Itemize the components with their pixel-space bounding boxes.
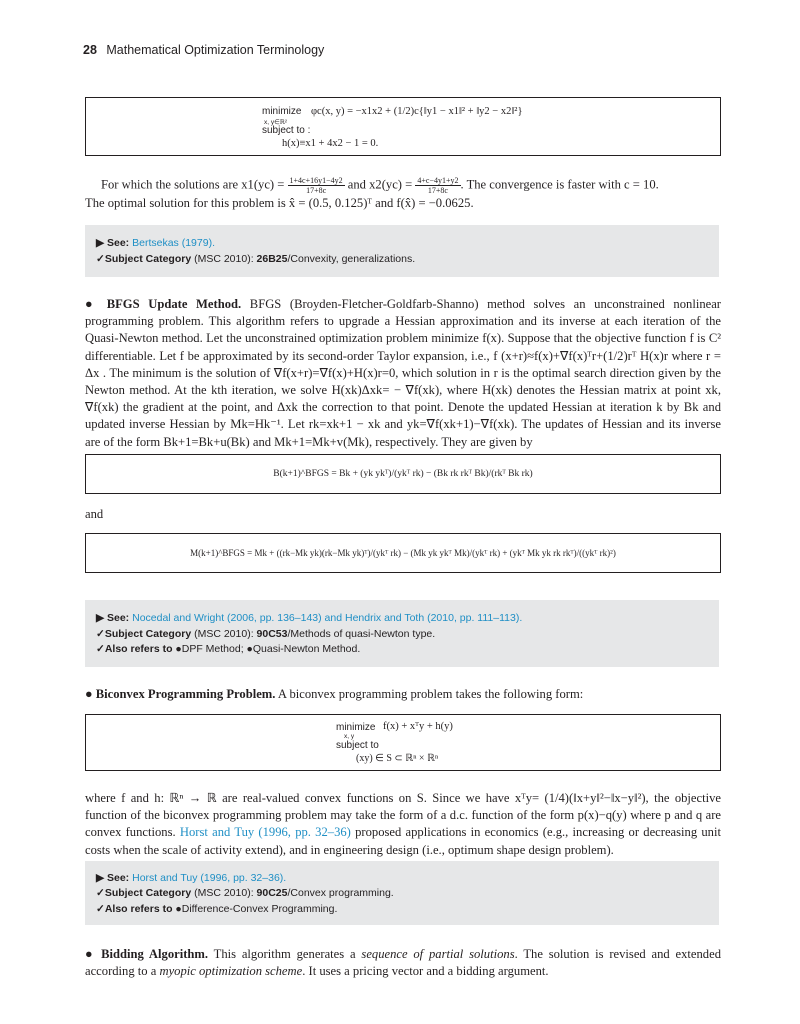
see-also-box-1: ▶ See: Bertsekas (1979). ✓Subject Category (MSC 2010): 26B25/Convexity, generalizations. [85, 225, 719, 277]
reference-link[interactable]: Nocedal and Wright (2006, pp. 136–143) and Hendrix and Toth (2010, pp. 111–113). [132, 612, 523, 624]
minimize-subscript: x, y∈ℝ² [264, 119, 288, 126]
running-header [83, 43, 324, 57]
page-number: 28 [83, 43, 97, 57]
fraction-x1: $\frac{1+4c+16y1-4y2}{17+8c}$ [289, 176, 343, 195]
also-refers-items[interactable]: ●DPF Method; ●Quasi-Newton Method. [175, 643, 361, 655]
also-refers-items[interactable]: ●Difference-Convex Programming. [175, 903, 338, 915]
minimize-label: minimize [262, 106, 302, 117]
objective-expression: φc(x, y) = −x1x2 + (1/2)c{‖y1 − x1‖² + ‖y2 − x2‖²} [311, 106, 523, 117]
solution-paragraph: For which the solutions are x1(yc) = $\frac{1+4c+16y1-4y2}{17+8c}$ and x2(yc) = $\frac{4+c-4y1+y2}{17+8c}$ . The convergence is faster with c = 10. The optimal solution for this problem is x̂ = (0.5, 0.125)ᵀ and f(x̂) = −0.0625. [85, 176, 659, 210]
bfgs-entry: ● BFGS Update Method. BFGS (Broyden-Fletcher-Goldfarb-Shanno) method solves an unconstrained nonlinear programming problem. This algorithm refers to upgrade a Hessian approximation and its inverse at each iteration of the Quasi-Newton method. Let the unconstrained optimization problem minimize f(x). Suppose that the objective function f is C² differentiable. Let f be approximated by its second-order Taylor expansion, i.e., f (x+r)≈f(x)+∇f(x)ᵀr+(1/2)rᵀ H(x)r where r = Δx . The minimum is the solution of ∇f(x+r)=∇f(x)+H(x)r=0, which solution in r is the optimal search direction given by the Newton method. At the kth iteration, we solve H(xk)Δxk= − ∇f(xk), where H(xk) denotes the Hessian matrix at point xk, ∇f(xk) the gradient at the point, and Δxk the correction to that point. Denote the updated Hessian at iteration k by Bk and updated inverse Hessian by Mk=Hk⁻¹. Let rk=xk+1 − xk and yk=∇f(xk+1)−∇f(xk). The updates of Hessian and its inverse are of the form Bk+1=Bk+u(Bk) and Mk+1=Mk+v(Mk), respectively. They are given by [85, 297, 721, 449]
bfgs-inverse-update: M(k+1)^BFGS = Mk + ((rk−Mk yk)(rk−Mk yk)ᵀ)/(ykᵀ rk) − (Mk yk ykᵀ Mk)/(ykᵀ rk) + (ykᵀ Mk yk rk rkᵀ)/((ykᵀ rk)²) [190, 548, 616, 558]
horst-tuy-link[interactable]: Horst and Tuy (1996, pp. 32–36) [179, 825, 351, 840]
fraction-x2: $\frac{4+c-4y1+y2}{17+8c}$ [417, 176, 459, 195]
reference-link[interactable]: Horst and Tuy (1996, pp. 32–36). [132, 872, 287, 884]
bfgs-text: BFGS (Broyden-Fletcher-Goldfarb-Shanno) method solves an unconstrained nonlinear programming problem. This algorithm refers to upgrade a Hessian approximation and its inverse at each iteration of the Quasi-Newton method. Let the unconstrained optimization problem minimize f(x). Suppose that the objective function f is C² differentiable. Let f be approximated by its second-order Taylor expansion, i.e., f (x+r)≈f(x)+∇f(x)ᵀr+(1/2)rᵀ H(x)r where r = Δx . The minimum is the solution of ∇f(x+r)=∇f(x)+H(x)r=0, which solution in r is the optimal search direction given by the Newton method. At the kth iteration, we solve H(xk)Δxk= − ∇f(xk), where H(xk) denotes the Hessian matrix at point xk, ∇f(xk) the gradient at the point, and Δxk the correction to that point. Denote the updated Hessian at iteration k by Bk and updated inverse Hessian by Mk=Hk⁻¹. Let rk=xk+1 − xk and yk=∇f(xk+1)−∇f(xk). The updates of Hessian and its inverse are of the form Bk+1=Bk+u(Bk) and Mk+1=Mk+v(Mk), respectively. They are given by [85, 297, 721, 449]
biconvex-text: where f and h: ℝⁿ → ℝ are real-valued convex functions on S. Since we have xᵀy= (1/4)(‖x+y‖²−‖x−y‖²), the objective function of the biconvex programming problem may take the form of a d.c. function of the form p(x)−q(y) where p and q are convex functions. Horst and Tuy (1996, pp. 32–36) proposed applications in economics (e.g., increasing or decreasing unit costs when the scale of activity extend), and in engineering design (i.e., optimum shape design problem). [85, 791, 721, 857]
biconvex-objective: f(x) + xᵀy + h(y) [383, 721, 453, 732]
subject-to-label: subject to : [262, 125, 311, 136]
bfgs-term: BFGS Update Method. [106, 297, 242, 311]
see-also-box-3: ▶ See: Horst and Tuy (1996, pp. 32–36). ✓Subject Category (MSC 2010): 90C25/Convex programming. ✓Also refers to ●Difference-Convex Programming. [85, 861, 719, 925]
constraint-expression: h(x)≡x1 + 4x2 − 1 = 0. [282, 138, 379, 149]
formula-box-m [85, 533, 721, 573]
biconvex-term: Biconvex Programming Problem. [95, 687, 276, 701]
bidding-entry: ● Bidding Algorithm. This algorithm generates a sequence of partial solutions. The solution is revised and extended according to a myopic optimization scheme. It uses a pricing vector and a bidding argument. [85, 947, 721, 979]
reference-link[interactable]: Bertsekas (1979). [132, 237, 215, 249]
biconvex-entry: ● Biconvex Programming Problem. A biconvex programming problem takes the following form: [85, 687, 584, 701]
book-title: Mathematical Optimization Terminology [106, 43, 325, 57]
formula-box-b [85, 454, 721, 494]
bidding-term: Bidding Algorithm. [101, 947, 209, 961]
biconvex-constraint: (xy) ∈ S ⊂ ℝⁿ × ℝⁿ [356, 753, 439, 764]
bfgs-hessian-update: B(k+1)^BFGS = Bk + (yk ykᵀ)/(ykᵀ rk) − (Bk rk rkᵀ Bk)/(rkᵀ Bk rk) [273, 469, 533, 479]
biconvex-problem-box: minimize x, y f(x) + xᵀy + h(y) subject to (xy) ∈ S ⊂ ℝⁿ × ℝⁿ [85, 714, 721, 771]
see-also-box-2: ▶ See: Nocedal and Wright (2006, pp. 136–143) and Hendrix and Toth (2010, pp. 111–113). ✓Subject Category (MSC 2010): 90C53/Methods of quasi-Newton type. ✓Also refers to ●DPF Method; ●Quasi-Newton Method. [85, 600, 719, 667]
and-connector: and [85, 507, 104, 521]
problem-box [85, 97, 721, 156]
